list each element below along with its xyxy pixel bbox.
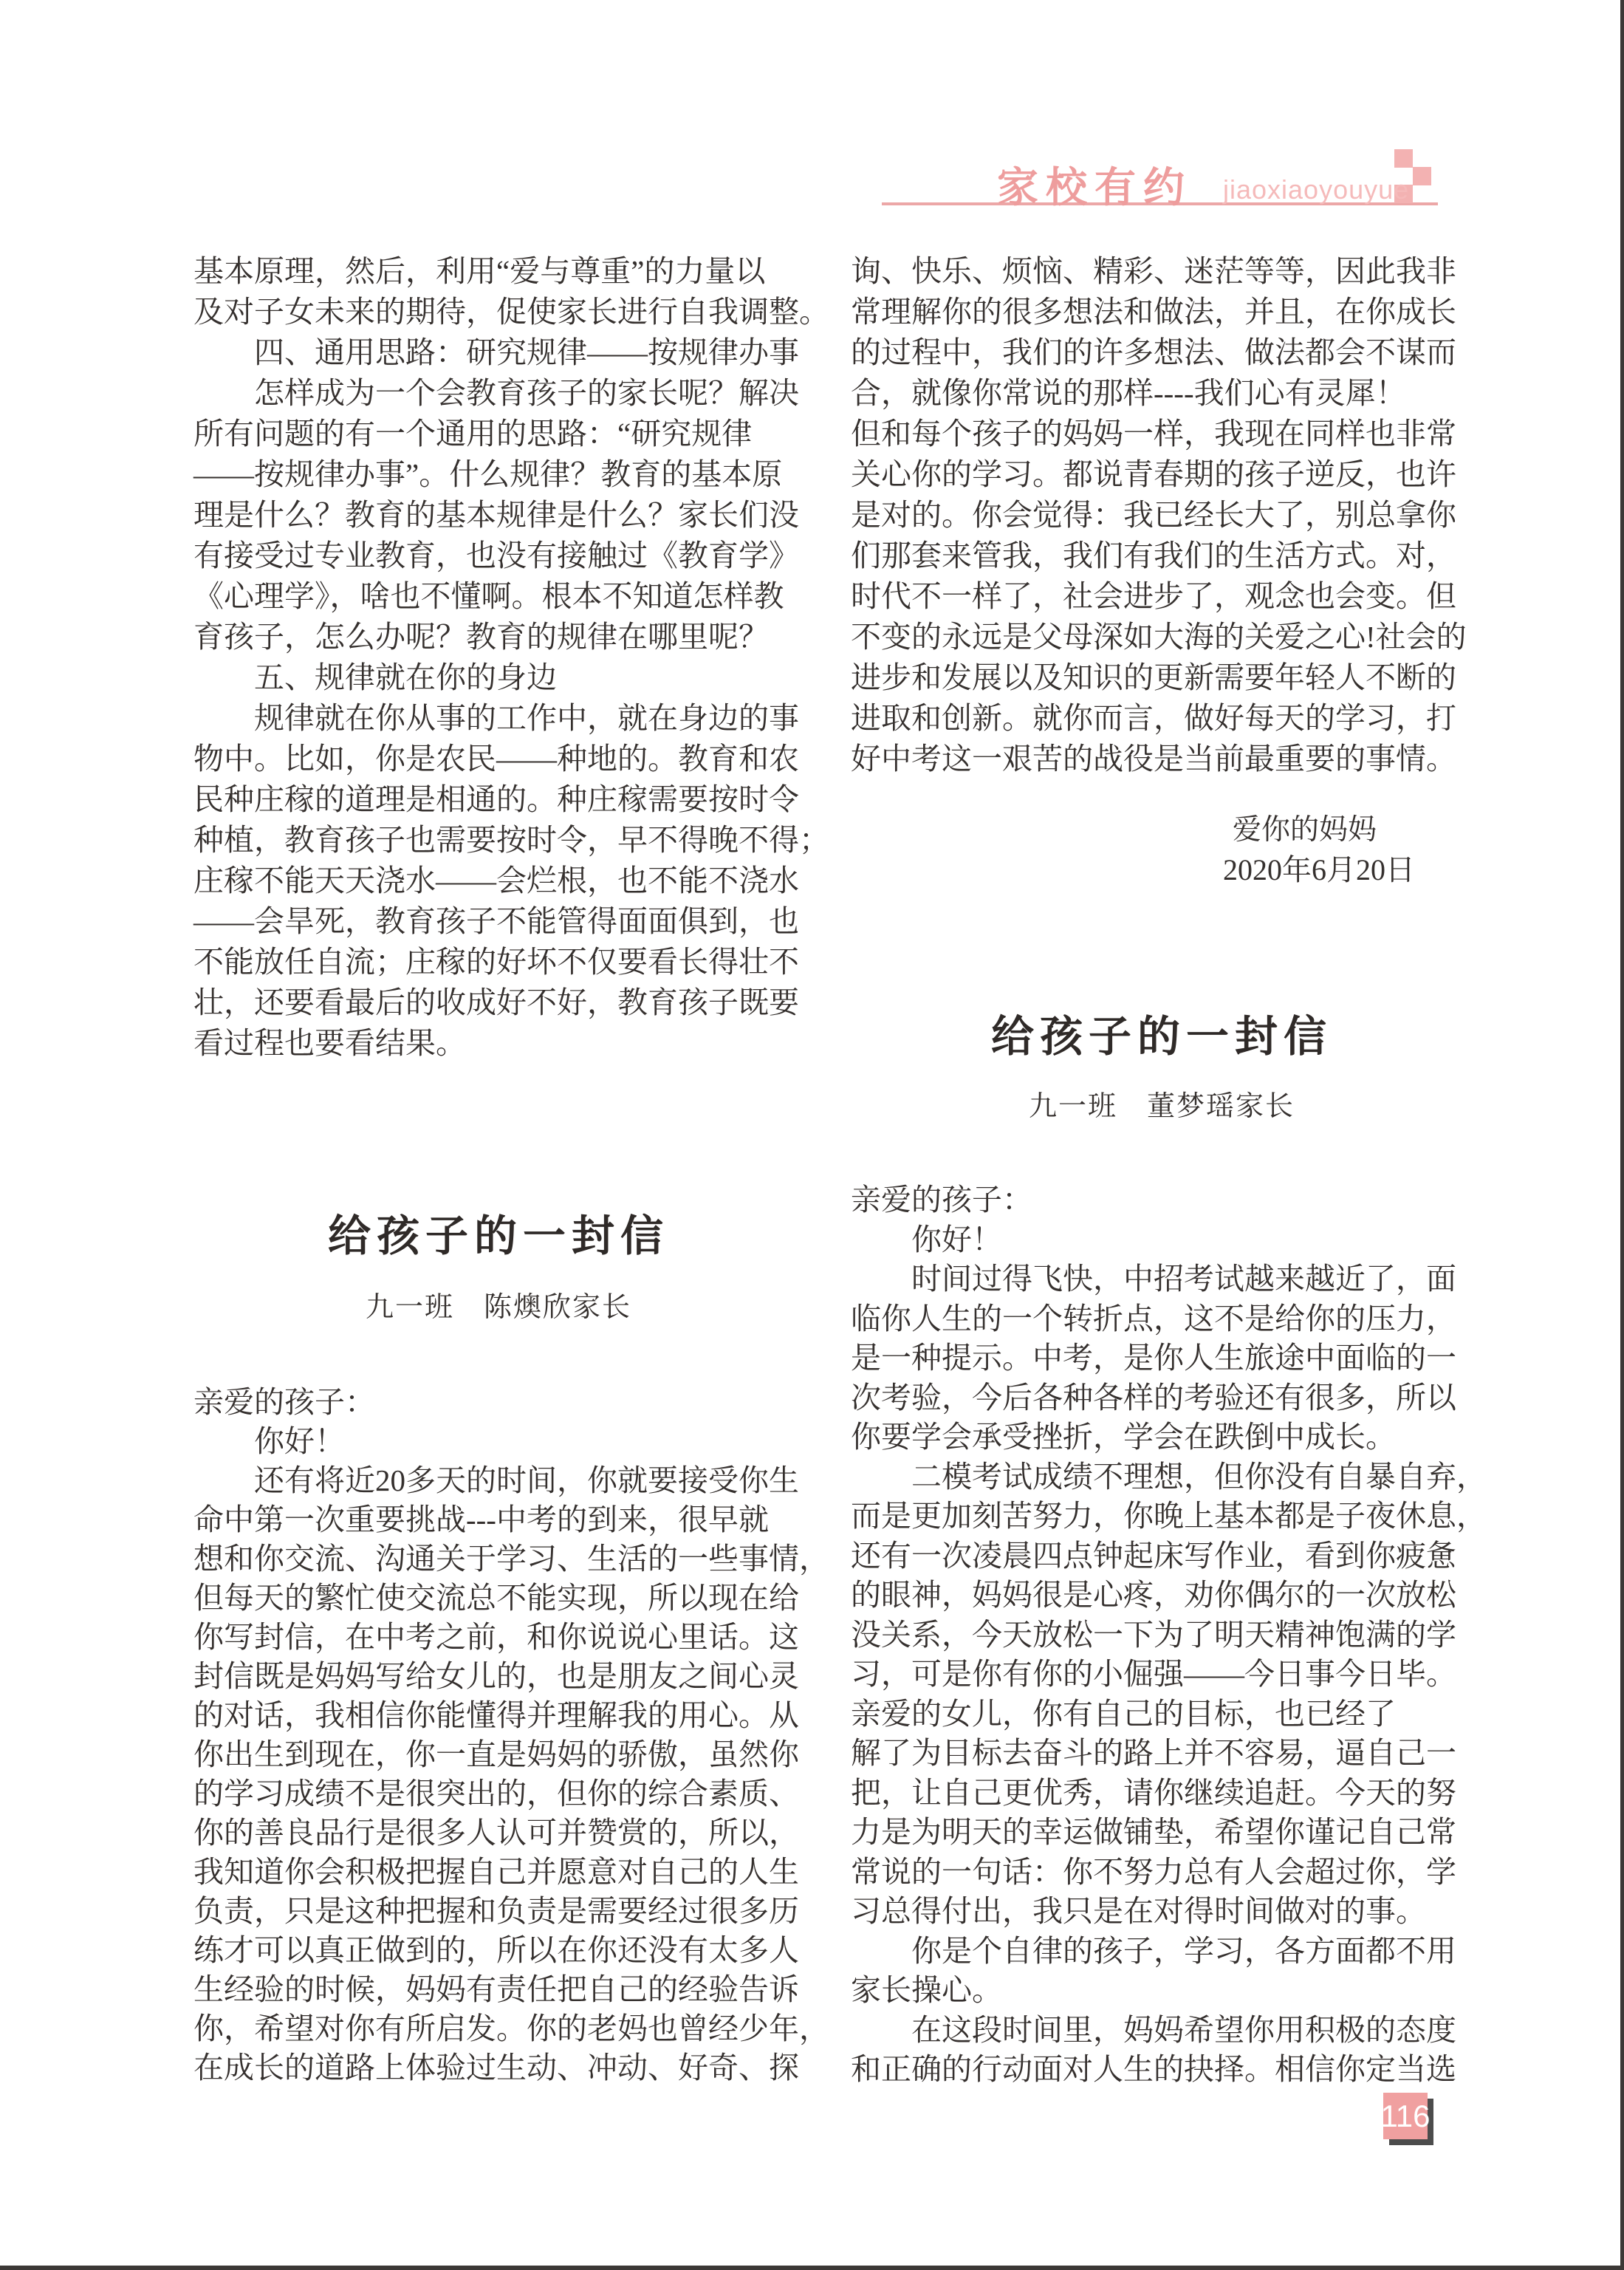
left-letter-byline: 九一班 陈燠欣家长 (365, 1292, 631, 1323)
text-line: 的学习成绩不是很突出的，但你的综合素质、 (193, 1777, 799, 1811)
text-line: 怎样成为一个会教育孩子的家长呢？解决 (193, 376, 799, 410)
text-line: 你，希望对你有所启发。你的老妈也曾经少年， (193, 2011, 829, 2045)
text-line: 而是更加刻苦努力，你晚上基本都是子夜休息， (851, 1499, 1487, 1533)
text-line: 五、规律就在你的身边 (193, 660, 557, 694)
text-line: 基本原理，然后，利用“爱与尊重”的力量以 (193, 254, 766, 288)
right-letter2-byline: 九一班 董梦瑶家长 (1028, 1091, 1295, 1122)
text-line: 的过程中，我们的许多想法、做法都会不谋而 (851, 335, 1456, 369)
text-line: 的对话，我相信你能懂得并理解我的用心。从 (193, 1698, 799, 1732)
text-line: 规律就在你从事的工作中，就在身边的事 (193, 701, 799, 735)
text-line: 你的善良品行是很多人认可并赞赏的，所以， (193, 1816, 799, 1850)
text-line: 时代不一样了，社会进步了，观念也会变。但 (851, 579, 1456, 613)
text-line: 亲爱的女儿，你有自己的目标，也已经了 (851, 1696, 1396, 1731)
text-line: 种植，教育孩子也需要按时令，早不得晚不得； (193, 823, 829, 857)
left-letter-body (193, 1383, 829, 2088)
text-line: 还有将近20多天的时间，你就要接受你生 (193, 1463, 799, 1497)
text-line: 把，让自己更优秀，请你继续追赶。今天的努 (851, 1775, 1456, 1810)
text-line: 生经验的时候，妈妈有责任把自己的经验告诉 (193, 1972, 799, 2006)
text-line: 和正确的行动面对人生的抉择。相信你定当选 (851, 2052, 1456, 2086)
text-line: 想和你交流、沟通关于学习、生活的一些事情， (193, 1542, 829, 1576)
text-line: 常说的一句话：你不努力总有人会超过你，学 (851, 1854, 1456, 1889)
text-line: 临你人生的一个转折点，这不是给你的压力， (851, 1301, 1456, 1336)
text-line: 习，可是你有你的小倔强——今日事今日毕。 (851, 1657, 1456, 1691)
text-line: 在这段时间里，妈妈希望你用积极的态度 (851, 2012, 1456, 2047)
text-line: 习总得付出，我只是在对得时间做对的事。 (851, 1894, 1426, 1928)
left-article-body (193, 251, 829, 1064)
page-number-badge: 116 (1383, 2093, 1428, 2139)
text-line: 四、通用思路：研究规律——按规律办事 (193, 335, 799, 369)
text-line: 有接受过专业教育，也没有接触过《教育学》 (193, 539, 799, 572)
text-line: 物中。比如，你是农民——种地的。教育和农 (193, 742, 799, 776)
text-line: 你好！ (193, 1424, 345, 1458)
text-line: 封信既是妈妈写给女儿的，也是朋友之间心灵 (193, 1659, 799, 1693)
text-line: 你出生到现在，你一直是妈妈的骄傲，虽然你 (193, 1737, 799, 1771)
text-line: ——会旱死，教育孩子不能管得面面俱到，也 (193, 904, 799, 938)
text-line: 家长操心。 (851, 1973, 1002, 2007)
text-line: 你写封信，在中考之前，和你说说心里话。这 (193, 1620, 799, 1654)
page-edge-bottom (0, 2266, 1624, 2270)
text-line: 庄稼不能天天浇水——会烂根，也不能不浇水 (193, 864, 799, 898)
text-line: 但和每个孩子的妈妈一样，我现在同样也非常 (851, 417, 1456, 451)
text-line: 亲爱的孩子： (193, 1385, 375, 1419)
text-line: 解了为目标去奋斗的路上并不容易，逼自己一 (851, 1736, 1456, 1770)
text-line: 进取和创新。就你而言，做好每天的学习，打 (851, 701, 1456, 735)
text-line: 你好！ (851, 1222, 1002, 1257)
decor-square-icon (1413, 167, 1431, 185)
text-line: 民种庄稼的道理是相通的。种庄稼需要按时令 (193, 782, 799, 816)
text-line: 理是什么？教育的基本规律是什么？家长们没 (193, 498, 799, 532)
text-line: 次考验，今后各种各样的考验还有很多，所以 (851, 1380, 1456, 1415)
decor-square-icon (1394, 149, 1413, 168)
text-line: 二模考试成绩不理想，但你没有自暴自弃， (851, 1459, 1487, 1494)
text-line: 时间过得飞快，中招考试越来越近了，面 (851, 1262, 1456, 1296)
text-line: 进步和发展以及知识的更新需要年轻人不断的 (851, 660, 1456, 694)
letter1-date: 2020年6月20日 (1223, 853, 1415, 886)
text-line: 不能放任自流；庄稼的好坏不仅要看长得壮不 (193, 945, 799, 979)
text-line: 壮，还要看最后的收成好不好，教育孩子既要 (193, 985, 799, 1019)
left-letter-title: 给孩子的一封信 (327, 1212, 669, 1260)
right-letter2-body (851, 1180, 1487, 2090)
text-line: 合，就像你常说的那样----我们心有灵犀！ (851, 376, 1406, 410)
text-line: ——按规律办事”。什么规律？教育的基本原 (193, 457, 783, 491)
text-line: 亲爱的孩子： (851, 1183, 1032, 1217)
header-section-pinyin: jiaoxiaoyouyue (1223, 174, 1410, 205)
header-section-title: 家校有约 (997, 164, 1192, 211)
text-line: 育孩子，怎么办呢？教育的规律在哪里呢？ (193, 620, 769, 654)
text-line: 及对子女未来的期待，促使家长进行自我调整。 (193, 295, 829, 329)
text-line: 练才可以真正做到的，所以在你还没有太多人 (193, 1933, 799, 1967)
text-line: 在成长的道路上体验过生动、冲动、好奇、探 (193, 2051, 799, 2085)
text-line: 还有一次凌晨四点钟起床写作业，看到你疲惫 (851, 1538, 1456, 1573)
text-line: 所有问题的有一个通用的思路：“研究规律 (193, 417, 753, 451)
text-line: 《心理学》，啥也不懂啊。根本不知道怎样教 (193, 579, 784, 613)
text-line: 负责，只是这种把握和负责是需要经过很多历 (193, 1894, 799, 1928)
text-line: 看过程也要看结果。 (193, 1026, 466, 1060)
letter1-signature: 爱你的妈妈 (1232, 814, 1377, 846)
right-letter1-body (851, 251, 1473, 779)
text-line: 常理解你的很多想法和做法，并且，在你成长 (851, 295, 1456, 329)
text-line: 但每天的繁忙使交流总不能实现，所以现在给 (193, 1581, 799, 1615)
text-line: 力是为明天的幸运做铺垫，希望你谨记自己常 (851, 1815, 1456, 1849)
text-line: 你是个自律的孩子，学习，各方面都不用 (851, 1933, 1456, 1968)
text-line: 我知道你会积极把握自己并愿意对自己的人生 (193, 1855, 799, 1889)
text-line: 你要学会承受挫折，学会在跌倒中成长。 (851, 1420, 1396, 1454)
text-line: 是一种提示。中考，是你人生旅途中面临的一 (851, 1341, 1456, 1375)
text-line: 好中考这一艰苦的战役是当前最重要的事情。 (851, 742, 1456, 776)
text-line: 没关系，今天放松一下为了明天精神饱满的学 (851, 1617, 1456, 1652)
text-line: 的眼神，妈妈很是心疼，劝你偶尔的一次放松 (851, 1578, 1456, 1612)
right-letter2-title: 给孩子的一封信 (990, 1013, 1332, 1061)
text-line: 询、快乐、烦恼、精彩、迷茫等等，因此我非 (851, 254, 1456, 288)
text-line: 们那套来管我，我们有我们的生活方式。对， (851, 539, 1456, 572)
text-line: 命中第一次重要挑战---中考的到来，很早就 (193, 1502, 769, 1536)
page-edge-right (1620, 0, 1624, 2270)
text-line: 是对的。你会觉得：我已经长大了，别总拿你 (851, 498, 1456, 532)
text-line: 不变的永远是父母深如大海的关爱之心!社会的 (851, 620, 1467, 654)
text-line: 关心你的学习。都说青春期的孩子逆反，也许 (851, 457, 1456, 491)
